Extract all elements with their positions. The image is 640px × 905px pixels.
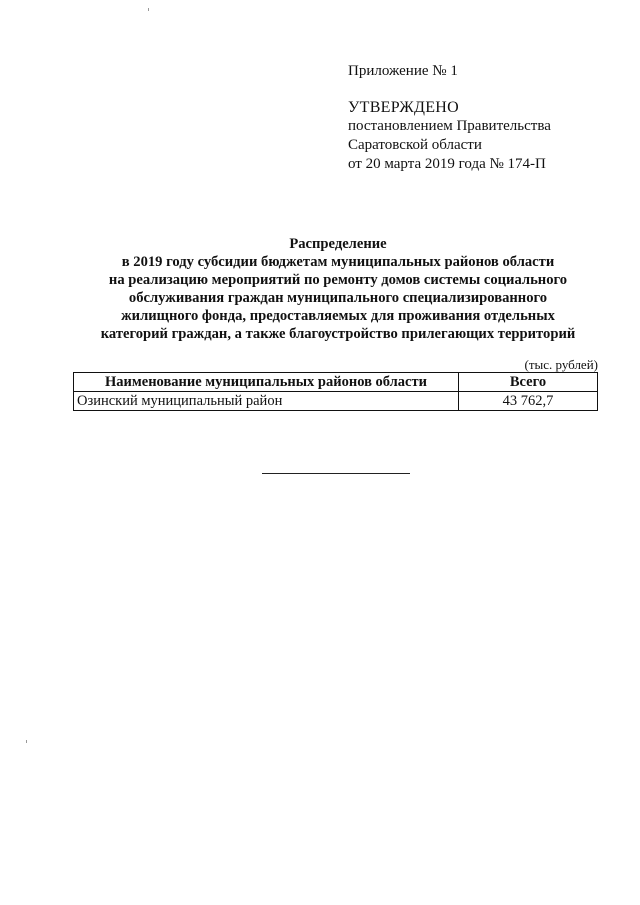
title-line: жилищного фонда, предоставляемых для проживания отдельных [121,308,555,324]
approval-block [348,62,608,174]
appendix-label: Приложение № 1 [348,63,458,79]
column-header-total: Всего [459,373,598,392]
title-line: обслуживания граждан муниципального специализированного [128,290,548,306]
title-heading: Распределение [289,236,387,252]
scan-speck [26,740,27,743]
title-line: на реализацию мероприятий по ремонту домов системы социального [108,272,568,288]
approved-stamp: УТВЕРЖДЕНО [348,99,460,116]
approval-line: Саратовской области [348,137,482,153]
column-header-district: Наименование муниципальных районов области [74,373,459,392]
closing-rule [262,473,410,474]
table-header-row [74,373,598,392]
total-amount-cell: 43 762,7 [459,392,598,411]
distribution-table [73,372,598,411]
title-line: в 2019 году субсидии бюджетам муниципальных районов области [121,254,555,270]
scan-speck [148,8,149,11]
document-title [60,235,616,343]
title-line: категорий граждан, а также благоустройство прилегающих территорий [100,326,576,342]
table-row [74,392,598,411]
approval-line: от 20 марта 2019 года № 174-П [348,156,546,172]
units-label: (тыс. рублей) [524,357,598,372]
approval-line: постановлением Правительства [348,118,551,134]
district-name-cell: Озинский муниципальный район [74,392,459,411]
